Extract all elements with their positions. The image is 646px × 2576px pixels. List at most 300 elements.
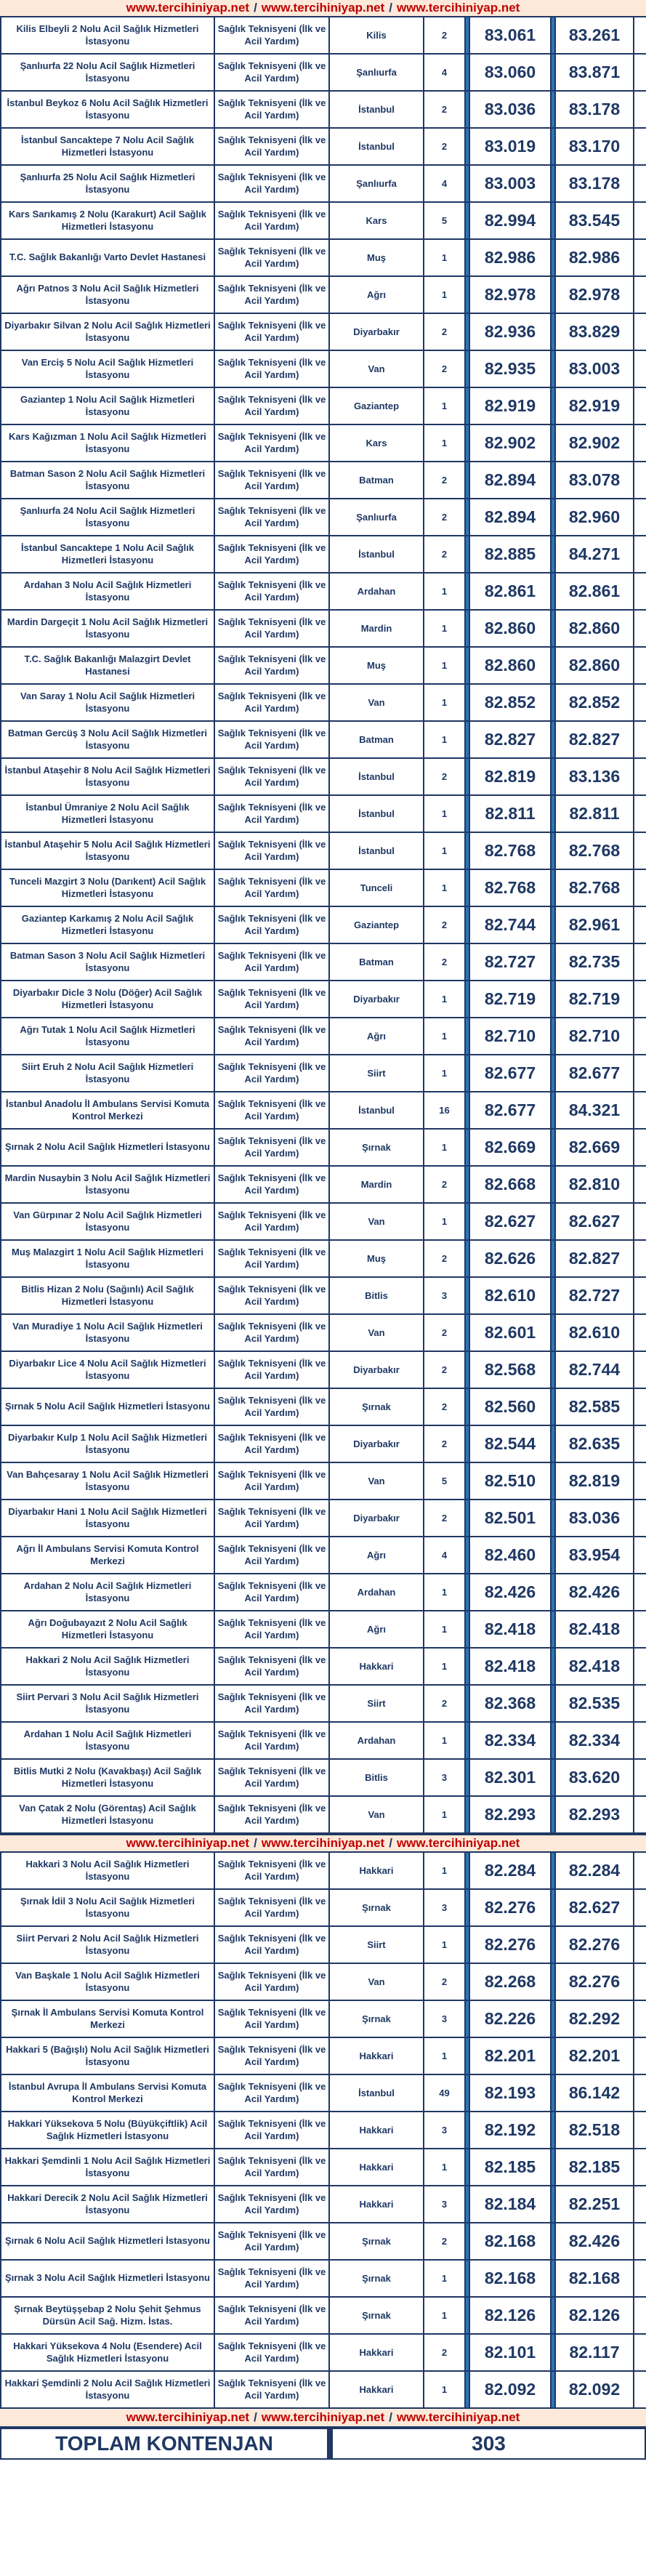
city: Mardin (330, 1167, 424, 1202)
city: Ardahan (330, 573, 424, 609)
quota: 2 (424, 1964, 466, 2000)
quota: 3 (424, 1760, 466, 1795)
station-name: Ağrı Doğubayazıt 2 Nolu Acil Sağlık Hizmetleri İstasyonu (0, 1611, 215, 1647)
city: İstanbul (330, 129, 424, 164)
city: Van (330, 351, 424, 387)
table-row (0, 1130, 646, 1167)
quota: 5 (424, 1463, 466, 1499)
station-name: Van Bahçesaray 1 Nolu Acil Sağlık Hizmetleri İstasyonu (0, 1463, 215, 1499)
station-name: Tunceli Mazgirt 3 Nolu (Darıkent) Acil Sağlık Hizmetleri İstasyonu (0, 870, 215, 906)
min-score: 82.544 (470, 1426, 552, 1462)
position-type: Sağlık Teknisyeni (İlk ve Acil Yardım) (215, 833, 330, 869)
quota: 2 (424, 1426, 466, 1462)
quota: 2 (424, 17, 466, 53)
total-value: 303 (330, 2429, 646, 2458)
quota: 5 (424, 203, 466, 238)
site-link[interactable]: www.tercihiniyap.net (261, 2410, 385, 2424)
station-name: Hakkari Şemdinli 2 Nolu Acil Sağlık Hizmetleri İstasyonu (0, 2372, 215, 2407)
position-type: Sağlık Teknisyeni (İlk ve Acil Yardım) (215, 648, 330, 683)
position-type: Sağlık Teknisyeni (İlk ve Acil Yardım) (215, 462, 330, 498)
station-name: Gaziantep Karkamış 2 Nolu Acil Sağlık Hizmetleri İstasyonu (0, 907, 215, 943)
position-type: Sağlık Teknisyeni (İlk ve Acil Yardım) (215, 981, 330, 1017)
min-score: 82.861 (470, 573, 552, 609)
table-row (0, 2261, 646, 2298)
station-name: Siirt Pervari 2 Nolu Acil Sağlık Hizmetleri İstasyonu (0, 1927, 215, 1963)
site-link[interactable]: www.tercihiniyap.net (126, 1836, 250, 1850)
city: Hakkari (330, 2038, 424, 2074)
station-name: Mardin Nusaybin 3 Nolu Acil Sağlık Hizmetleri İstasyonu (0, 1167, 215, 1202)
separator: / (389, 1, 392, 15)
min-score: 82.936 (470, 314, 552, 350)
min-score: 82.168 (470, 2261, 552, 2296)
min-score: 82.626 (470, 1241, 552, 1276)
table-row (0, 92, 646, 129)
quota: 2 (424, 2335, 466, 2370)
max-score: 82.426 (556, 2223, 634, 2259)
table-row (0, 1927, 646, 1964)
station-name: İstanbul Sancaktepe 1 Nolu Acil Sağlık Hizmetleri İstasyonu (0, 536, 215, 572)
position-type: Sağlık Teknisyeni (İlk ve Acil Yardım) (215, 388, 330, 424)
min-score: 82.418 (470, 1649, 552, 1684)
quota: 2 (424, 351, 466, 387)
max-score: 82.719 (556, 981, 634, 1017)
max-score: 82.768 (556, 833, 634, 869)
city: Siirt (330, 1927, 424, 1963)
min-score: 82.986 (470, 240, 552, 275)
max-score: 86.142 (556, 2075, 634, 2111)
min-score: 82.460 (470, 1537, 552, 1573)
city: Van (330, 1315, 424, 1351)
city: Hakkari (330, 2112, 424, 2148)
site-link[interactable]: www.tercihiniyap.net (261, 1, 385, 15)
position-type: Sağlık Teknisyeni (İlk ve Acil Yardım) (215, 1092, 330, 1128)
city: Van (330, 685, 424, 720)
max-score: 82.827 (556, 722, 634, 757)
city: Mardin (330, 611, 424, 646)
table-row (0, 203, 646, 240)
position-type: Sağlık Teknisyeni (İlk ve Acil Yardım) (215, 1352, 330, 1388)
position-type: Sağlık Teknisyeni (İlk ve Acil Yardım) (215, 1686, 330, 1721)
quota: 3 (424, 1890, 466, 1925)
station-name: Mardin Dargeçit 1 Nolu Acil Sağlık Hizmetleri İstasyonu (0, 611, 215, 646)
city: Diyarbakır (330, 1500, 424, 1536)
table-row (0, 944, 646, 981)
max-score: 84.271 (556, 536, 634, 572)
max-score: 82.293 (556, 1797, 634, 1832)
table-body-part1 (0, 17, 646, 1834)
table-row (0, 1574, 646, 1611)
max-score: 82.284 (556, 1853, 634, 1888)
min-score: 82.293 (470, 1797, 552, 1832)
separator: / (389, 2410, 392, 2424)
station-name: Şırnak 6 Nolu Acil Sağlık Hizmetleri İstasyonu (0, 2223, 215, 2259)
max-score: 82.251 (556, 2186, 634, 2222)
city: Van (330, 1204, 424, 1239)
position-type: Sağlık Teknisyeni (İlk ve Acil Yardım) (215, 1797, 330, 1832)
site-link[interactable]: www.tercihiniyap.net (261, 1836, 385, 1850)
position-type: Sağlık Teknisyeni (İlk ve Acil Yardım) (215, 1649, 330, 1684)
max-score: 83.170 (556, 129, 634, 164)
position-type: Sağlık Teknisyeni (İlk ve Acil Yardım) (215, 1389, 330, 1425)
station-name: Ardahan 2 Nolu Acil Sağlık Hizmetleri İstasyonu (0, 1574, 215, 1610)
position-type: Sağlık Teknisyeni (İlk ve Acil Yardım) (215, 870, 330, 906)
station-name: Van Çatak 2 Nolu (Görentaş) Acil Sağlık Hizmetleri İstasyonu (0, 1797, 215, 1832)
table-row (0, 1055, 646, 1092)
table-row (0, 388, 646, 425)
position-type: Sağlık Teknisyeni (İlk ve Acil Yardım) (215, 2075, 330, 2111)
min-score: 82.811 (470, 796, 552, 832)
banner-top (0, 0, 646, 17)
station-name: Kilis Elbeyli 2 Nolu Acil Sağlık Hizmetleri İstasyonu (0, 17, 215, 53)
max-score: 83.871 (556, 55, 634, 90)
position-type: Sağlık Teknisyeni (İlk ve Acil Yardım) (215, 759, 330, 794)
site-link[interactable]: www.tercihiniyap.net (396, 1, 520, 15)
city: Ardahan (330, 1574, 424, 1610)
quota: 1 (424, 722, 466, 757)
table-row (0, 1018, 646, 1055)
max-score: 82.126 (556, 2298, 634, 2333)
min-score: 82.744 (470, 907, 552, 943)
table-row (0, 1092, 646, 1130)
position-type: Sağlık Teknisyeni (İlk ve Acil Yardım) (215, 2261, 330, 2296)
min-score: 82.185 (470, 2149, 552, 2185)
min-score: 82.894 (470, 462, 552, 498)
position-type: Sağlık Teknisyeni (İlk ve Acil Yardım) (215, 685, 330, 720)
station-name: Hakkari Derecik 2 Nolu Acil Sağlık Hizmetleri İstasyonu (0, 2186, 215, 2222)
max-score: 82.535 (556, 1686, 634, 1721)
max-score: 82.168 (556, 2261, 634, 2296)
city: Gaziantep (330, 907, 424, 943)
quota: 2 (424, 2223, 466, 2259)
position-type: Sağlık Teknisyeni (İlk ve Acil Yardım) (215, 166, 330, 201)
min-score: 82.201 (470, 2038, 552, 2074)
max-score: 82.635 (556, 1426, 634, 1462)
station-name: Ağrı Tutak 1 Nolu Acil Sağlık Hizmetleri İstasyonu (0, 1018, 215, 1054)
station-name: İstanbul Ataşehir 5 Nolu Acil Sağlık Hizmetleri İstasyonu (0, 833, 215, 869)
station-name: İstanbul Ataşehir 8 Nolu Acil Sağlık Hizmetleri İstasyonu (0, 759, 215, 794)
table-row (0, 1649, 646, 1686)
max-score: 83.136 (556, 759, 634, 794)
max-score: 83.829 (556, 314, 634, 350)
quota: 1 (424, 1853, 466, 1888)
min-score: 82.719 (470, 981, 552, 1017)
table-row (0, 573, 646, 611)
station-name: Siirt Eruh 2 Nolu Acil Sağlık Hizmetleri İstasyonu (0, 1055, 215, 1091)
position-type: Sağlık Teknisyeni (İlk ve Acil Yardım) (215, 536, 330, 572)
station-name: Batman Sason 2 Nolu Acil Sağlık Hizmetleri İstasyonu (0, 462, 215, 498)
min-score: 82.668 (470, 1167, 552, 1202)
city: Kars (330, 425, 424, 461)
site-link[interactable]: www.tercihiniyap.net (126, 2410, 250, 2424)
min-score: 82.935 (470, 351, 552, 387)
table-row (0, 1315, 646, 1352)
max-score: 82.861 (556, 573, 634, 609)
station-name: Bitlis Hizan 2 Nolu (Sağınlı) Acil Sağlık Hizmetleri İstasyonu (0, 1278, 215, 1313)
position-type: Sağlık Teknisyeni (İlk ve Acil Yardım) (215, 1463, 330, 1499)
quota: 2 (424, 944, 466, 980)
min-score: 82.226 (470, 2001, 552, 2037)
max-score: 82.627 (556, 1204, 634, 1239)
station-name: Van Başkale 1 Nolu Acil Sağlık Hizmetleri İstasyonu (0, 1964, 215, 2000)
max-score: 82.185 (556, 2149, 634, 2185)
station-name: Diyarbakır Dicle 3 Nolu (Döğer) Acil Sağlık Hizmetleri İstasyonu (0, 981, 215, 1017)
min-score: 82.994 (470, 203, 552, 238)
station-name: Batman Gercüş 3 Nolu Acil Sağlık Hizmetleri İstasyonu (0, 722, 215, 757)
city: Ağrı (330, 1018, 424, 1054)
position-type: Sağlık Teknisyeni (İlk ve Acil Yardım) (215, 1167, 330, 1202)
quota: 4 (424, 55, 466, 90)
position-type: Sağlık Teknisyeni (İlk ve Acil Yardım) (215, 92, 330, 127)
city: Ardahan (330, 1723, 424, 1758)
station-name: İstanbul Anadolu İl Ambulans Servisi Komuta Kontrol Merkezi (0, 1092, 215, 1128)
position-type: Sağlık Teknisyeni (İlk ve Acil Yardım) (215, 2298, 330, 2333)
max-score: 83.036 (556, 1500, 634, 1536)
min-score: 83.061 (470, 17, 552, 53)
min-score: 82.669 (470, 1130, 552, 1165)
city: Şanlıurfa (330, 499, 424, 535)
table-row (0, 1389, 646, 1426)
banner-bottom (0, 2409, 646, 2428)
city: Batman (330, 944, 424, 980)
table-row (0, 2223, 646, 2261)
position-type: Sağlık Teknisyeni (İlk ve Acil Yardım) (215, 240, 330, 275)
quota: 2 (424, 314, 466, 350)
min-score: 82.885 (470, 536, 552, 572)
position-type: Sağlık Teknisyeni (İlk ve Acil Yardım) (215, 1055, 330, 1091)
site-link[interactable]: www.tercihiniyap.net (126, 1, 250, 15)
table-row (0, 2038, 646, 2075)
position-type: Sağlık Teknisyeni (İlk ve Acil Yardım) (215, 2186, 330, 2222)
min-score: 82.601 (470, 1315, 552, 1351)
position-type: Sağlık Teknisyeni (İlk ve Acil Yardım) (215, 1964, 330, 2000)
min-score: 82.192 (470, 2112, 552, 2148)
quota: 1 (424, 685, 466, 720)
site-link[interactable]: www.tercihiniyap.net (396, 2410, 520, 2424)
position-type: Sağlık Teknisyeni (İlk ve Acil Yardım) (215, 1278, 330, 1313)
table-row (0, 2335, 646, 2372)
quota: 1 (424, 1723, 466, 1758)
station-name: Van Saray 1 Nolu Acil Sağlık Hizmetleri İstasyonu (0, 685, 215, 720)
quota: 1 (424, 1797, 466, 1832)
min-score: 82.301 (470, 1760, 552, 1795)
quota: 3 (424, 2001, 466, 2037)
city: Şırnak (330, 1890, 424, 1925)
max-score: 83.261 (556, 17, 634, 53)
min-score: 82.334 (470, 1723, 552, 1758)
quota: 1 (424, 2372, 466, 2407)
min-score: 82.768 (470, 870, 552, 906)
quota: 1 (424, 1130, 466, 1165)
max-score: 82.919 (556, 388, 634, 424)
city: Tunceli (330, 870, 424, 906)
max-score: 83.178 (556, 92, 634, 127)
max-score: 84.321 (556, 1092, 634, 1128)
station-name: Kars Kağızman 1 Nolu Acil Sağlık Hizmetleri İstasyonu (0, 425, 215, 461)
table-row (0, 759, 646, 796)
station-name: Hakkari Yüksekova 5 Nolu (Büyükçiftlik) Acil Sağlık Hizmetleri İstasyonu (0, 2112, 215, 2148)
table-row (0, 1426, 646, 1463)
city: İstanbul (330, 2075, 424, 2111)
max-score: 83.620 (556, 1760, 634, 1795)
min-score: 82.610 (470, 1278, 552, 1313)
max-score: 82.902 (556, 425, 634, 461)
min-score: 83.019 (470, 129, 552, 164)
table-row (0, 2112, 646, 2149)
max-score: 82.418 (556, 1649, 634, 1684)
table-row (0, 1204, 646, 1241)
min-score: 83.060 (470, 55, 552, 90)
position-type: Sağlık Teknisyeni (İlk ve Acil Yardım) (215, 17, 330, 53)
table-row (0, 2186, 646, 2223)
station-name: Diyarbakır Kulp 1 Nolu Acil Sağlık Hizmetleri İstasyonu (0, 1426, 215, 1462)
quota: 1 (424, 1927, 466, 1963)
table-row (0, 2075, 646, 2112)
min-score: 82.902 (470, 425, 552, 461)
max-score: 82.092 (556, 2372, 634, 2407)
table-row (0, 351, 646, 388)
station-name: Siirt Pervari 3 Nolu Acil Sağlık Hizmetleri İstasyonu (0, 1686, 215, 1721)
min-score: 82.284 (470, 1853, 552, 1888)
city: Bitlis (330, 1278, 424, 1313)
quota: 2 (424, 907, 466, 943)
table-row (0, 1760, 646, 1797)
table-row (0, 796, 646, 833)
position-type: Sağlık Teknisyeni (İlk ve Acil Yardım) (215, 314, 330, 350)
max-score: 82.960 (556, 499, 634, 535)
quota: 2 (424, 1167, 466, 1202)
quota: 2 (424, 1241, 466, 1276)
position-type: Sağlık Teknisyeni (İlk ve Acil Yardım) (215, 1723, 330, 1758)
station-name: Hakkari 3 Nolu Acil Sağlık Hizmetleri İstasyonu (0, 1853, 215, 1888)
city: Şırnak (330, 2223, 424, 2259)
station-name: Ağrı Patnos 3 Nolu Acil Sağlık Hizmetleri İstasyonu (0, 277, 215, 313)
table-row (0, 1853, 646, 1890)
city: Ağrı (330, 1611, 424, 1647)
table-row (0, 277, 646, 314)
city: Batman (330, 722, 424, 757)
station-name: Hakkari 2 Nolu Acil Sağlık Hizmetleri İstasyonu (0, 1649, 215, 1684)
city: Van (330, 1797, 424, 1832)
station-name: Batman Sason 3 Nolu Acil Sağlık Hizmetleri İstasyonu (0, 944, 215, 980)
city: Şırnak (330, 2298, 424, 2333)
table-row (0, 907, 646, 944)
separator: / (389, 1836, 392, 1850)
min-score: 82.894 (470, 499, 552, 535)
position-type: Sağlık Teknisyeni (İlk ve Acil Yardım) (215, 1537, 330, 1573)
city: Bitlis (330, 1760, 424, 1795)
quota: 1 (424, 240, 466, 275)
table-row (0, 1241, 646, 1278)
station-name: Van Muradiye 1 Nolu Acil Sağlık Hizmetleri İstasyonu (0, 1315, 215, 1351)
station-name: Muş Malazgirt 1 Nolu Acil Sağlık Hizmetleri İstasyonu (0, 1241, 215, 1276)
max-score: 83.178 (556, 166, 634, 201)
separator: / (254, 1, 257, 15)
table-row (0, 129, 646, 166)
position-type: Sağlık Teknisyeni (İlk ve Acil Yardım) (215, 2038, 330, 2074)
city: Gaziantep (330, 388, 424, 424)
position-type: Sağlık Teknisyeni (İlk ve Acil Yardım) (215, 1760, 330, 1795)
station-name: Şırnak 5 Nolu Acil Sağlık Hizmetleri İstasyonu (0, 1389, 215, 1425)
max-score: 82.727 (556, 1278, 634, 1313)
quota: 3 (424, 2112, 466, 2148)
max-score: 82.961 (556, 907, 634, 943)
quota: 2 (424, 1686, 466, 1721)
max-score: 83.078 (556, 462, 634, 498)
station-name: Diyarbakır Lice 4 Nolu Acil Sağlık Hizmetleri İstasyonu (0, 1352, 215, 1388)
quota: 1 (424, 833, 466, 869)
city: İstanbul (330, 1092, 424, 1128)
max-score: 82.292 (556, 2001, 634, 2037)
city: Şırnak (330, 2001, 424, 2037)
position-type: Sağlık Teknisyeni (İlk ve Acil Yardım) (215, 1130, 330, 1165)
min-score: 82.627 (470, 1204, 552, 1239)
position-type: Sağlık Teknisyeni (İlk ve Acil Yardım) (215, 944, 330, 980)
table-row (0, 1278, 646, 1315)
quota: 16 (424, 1092, 466, 1128)
max-score: 82.276 (556, 1964, 634, 2000)
quota: 2 (424, 1315, 466, 1351)
site-link[interactable]: www.tercihiniyap.net (396, 1836, 520, 1850)
quota: 1 (424, 2261, 466, 2296)
banner-middle (0, 1834, 646, 1853)
city: Ağrı (330, 1537, 424, 1573)
city: Şanlıurfa (330, 55, 424, 90)
position-type: Sağlık Teknisyeni (İlk ve Acil Yardım) (215, 573, 330, 609)
min-score: 82.919 (470, 388, 552, 424)
max-score: 82.768 (556, 870, 634, 906)
table-row (0, 17, 646, 55)
quota: 1 (424, 1018, 466, 1054)
min-score: 82.710 (470, 1018, 552, 1054)
city: Hakkari (330, 1649, 424, 1684)
station-name: Van Gürpınar 2 Nolu Acil Sağlık Hizmetleri İstasyonu (0, 1204, 215, 1239)
station-name: Van Erciş 5 Nolu Acil Sağlık Hizmetleri İstasyonu (0, 351, 215, 387)
position-type: Sağlık Teknisyeni (İlk ve Acil Yardım) (215, 907, 330, 943)
table-row (0, 685, 646, 722)
table-row (0, 1611, 646, 1649)
table-row (0, 2149, 646, 2186)
quota: 1 (424, 1611, 466, 1647)
position-type: Sağlık Teknisyeni (İlk ve Acil Yardım) (215, 2372, 330, 2407)
quota: 1 (424, 648, 466, 683)
station-name: T.C. Sağlık Bakanlığı Varto Devlet Hastanesi (0, 240, 215, 275)
city: Siirt (330, 1055, 424, 1091)
max-score: 82.677 (556, 1055, 634, 1091)
station-name: Diyarbakır Hani 1 Nolu Acil Sağlık Hizmetleri İstasyonu (0, 1500, 215, 1536)
city: Kars (330, 203, 424, 238)
city: Diyarbakır (330, 1426, 424, 1462)
quota: 2 (424, 1500, 466, 1536)
station-name: İstanbul Beykoz 6 Nolu Acil Sağlık Hizmetleri İstasyonu (0, 92, 215, 127)
max-score: 82.418 (556, 1611, 634, 1647)
table-row (0, 1797, 646, 1834)
table-row (0, 981, 646, 1018)
min-score: 83.036 (470, 92, 552, 127)
min-score: 82.677 (470, 1092, 552, 1128)
min-score: 82.193 (470, 2075, 552, 2111)
table-row (0, 1964, 646, 2001)
table-body-part2 (0, 1853, 646, 2409)
station-name: Şırnak İdil 3 Nolu Acil Sağlık Hizmetleri İstasyonu (0, 1890, 215, 1925)
table-row (0, 648, 646, 685)
max-score: 82.710 (556, 1018, 634, 1054)
min-score: 82.768 (470, 833, 552, 869)
quota: 2 (424, 536, 466, 572)
city: İstanbul (330, 759, 424, 794)
station-name: Şanlıurfa 22 Nolu Acil Sağlık Hizmetleri İstasyonu (0, 55, 215, 90)
position-type: Sağlık Teknisyeni (İlk ve Acil Yardım) (215, 1500, 330, 1536)
city: Diyarbakır (330, 314, 424, 350)
